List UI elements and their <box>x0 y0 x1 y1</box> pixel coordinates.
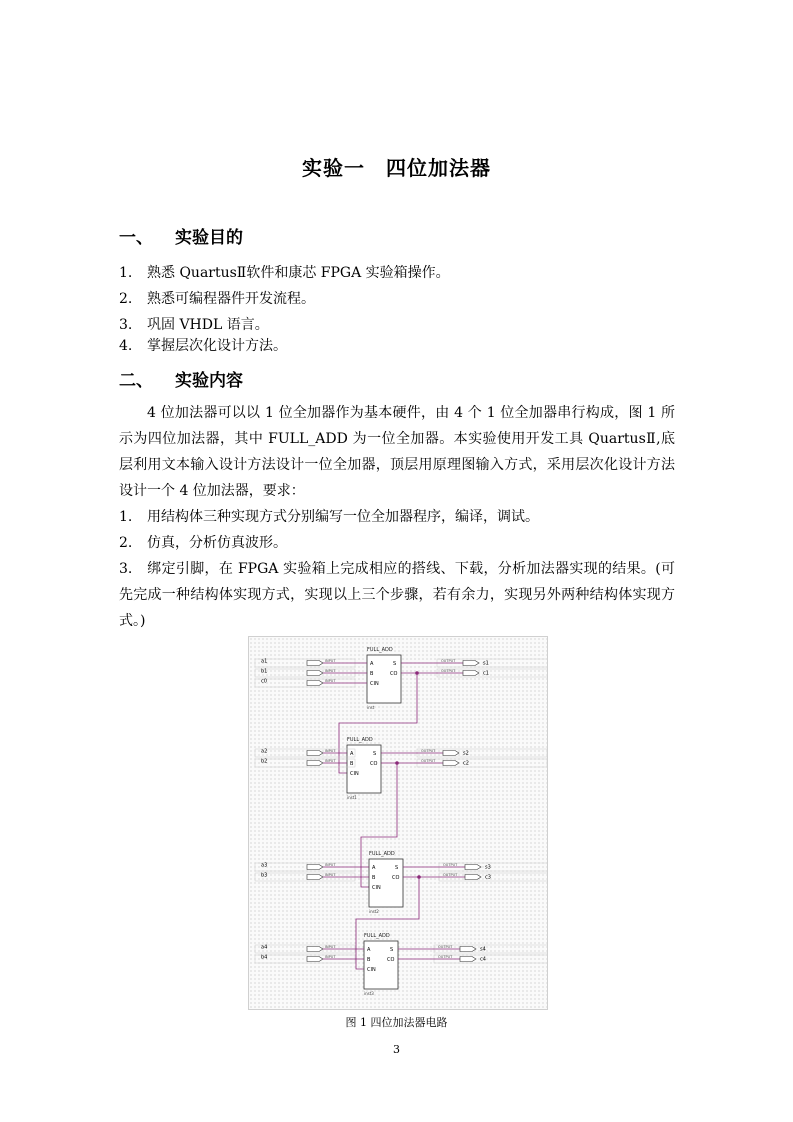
input-tag: INPUT <box>325 659 336 663</box>
port-a-label: A <box>372 865 376 871</box>
section-title: 实验目的 <box>175 228 243 248</box>
port-cin-label: CIN <box>367 967 376 973</box>
output-tag: OUTPUT <box>441 659 456 663</box>
list-text: 熟悉可编程器件开发流程。 <box>147 291 315 307</box>
output-pin-symbol <box>460 947 476 952</box>
output-pin-name: s2 <box>463 750 469 757</box>
section-heading-content <box>119 366 243 391</box>
list-text: 熟悉 QuartusⅡ软件和康芯 FPGA 实验箱操作。 <box>147 265 450 281</box>
output-pin-name: s4 <box>480 946 486 953</box>
input-pin-symbol <box>307 957 323 962</box>
list-number: 3. <box>119 317 133 333</box>
port-co-label: CO <box>392 875 400 881</box>
output-tag: OUTPUT <box>441 669 456 673</box>
list-item <box>119 335 287 355</box>
instance-label: inst <box>367 705 375 710</box>
port-s-label: S <box>393 661 397 667</box>
input-pin-name: b2 <box>261 758 268 765</box>
output-pin-symbol <box>465 875 481 880</box>
circuit-figure <box>248 636 548 1010</box>
output-pin-name: c4 <box>480 956 486 963</box>
list-number: 1. <box>119 509 133 525</box>
input-pin-name: b1 <box>261 668 268 675</box>
port-s-label: S <box>390 947 394 953</box>
section-number: 一、 <box>119 228 153 248</box>
instance-label: inst1 <box>347 795 357 800</box>
instance-label: inst2 <box>369 909 379 914</box>
block-name-label: FULL_ADD <box>367 647 393 653</box>
list-text: 掌握层次化设计方法。 <box>147 338 287 354</box>
input-pin-symbol <box>307 661 323 666</box>
port-co-label: CO <box>387 957 395 963</box>
input-pin-name: b4 <box>261 954 268 961</box>
list-item <box>119 314 269 334</box>
instance-label: inst3 <box>364 991 374 996</box>
port-s-label: S <box>395 865 399 871</box>
input-tag: INPUT <box>325 759 336 763</box>
block-name-label: FULL_ADD <box>347 737 373 743</box>
output-tag: OUTPUT <box>421 759 436 763</box>
circuit-diagram <box>249 637 547 1009</box>
list-item <box>119 504 675 530</box>
input-pin-name: b3 <box>261 872 268 879</box>
output-pin-symbol <box>463 671 479 676</box>
port-co-label: CO <box>370 761 378 767</box>
page-number: 3 <box>393 1043 400 1056</box>
input-pin-symbol <box>307 761 323 766</box>
block-name-label: FULL_ADD <box>364 933 390 939</box>
output-tag: OUTPUT <box>421 749 436 753</box>
port-a-label: A <box>370 661 374 667</box>
block-name-label: FULL_ADD <box>369 851 395 857</box>
input-tag: INPUT <box>325 945 336 949</box>
output-tag: OUTPUT <box>443 873 458 877</box>
input-tag: INPUT <box>325 679 336 683</box>
output-pin-name: s3 <box>485 864 491 871</box>
port-cin-label: CIN <box>350 771 359 777</box>
input-pin-name: a2 <box>261 748 268 755</box>
output-pin-name: c2 <box>463 760 469 767</box>
input-pin-name: a1 <box>261 658 268 665</box>
port-b-label: B <box>367 957 371 963</box>
output-tag: OUTPUT <box>438 945 453 949</box>
list-item <box>119 556 675 634</box>
list-text: 巩固 VHDL 语言。 <box>147 317 269 333</box>
content-paragraph: 4 位加法器可以以 1 位全加器作为基本硬件，由 4 个 1 位全加器串行构成，图 1 所示为四位加法器，其中 FULL_ADD 为一位全加器。本实验使用开发工具 QuartusⅡ,底层利用文本输入设计方法设计一位全加器，顶层用原理图输入方式，采用层次化设计方法设计一个 4 位加法器，要求： <box>119 405 675 499</box>
figure-caption: 图 1 四位加法器电路 <box>345 1016 448 1029</box>
list-number: 4. <box>119 338 133 354</box>
page-title: 实验一 四位加法器 <box>302 156 491 180</box>
input-pin-name: a4 <box>261 944 268 951</box>
input-tag: INPUT <box>325 669 336 673</box>
input-tag: INPUT <box>325 873 336 877</box>
list-text: 用结构体三种实现方式分别编写一位全加器程序，编译，调试。 <box>147 509 539 525</box>
list-item <box>119 288 315 308</box>
content-block <box>119 400 675 634</box>
list-number: 1. <box>119 265 133 281</box>
input-pin-symbol <box>307 681 323 686</box>
port-cin-label: CIN <box>372 885 381 891</box>
section-number: 二、 <box>119 371 153 391</box>
input-tag: INPUT <box>325 955 336 959</box>
output-tag: OUTPUT <box>443 863 458 867</box>
port-b-label: B <box>350 761 354 767</box>
output-pin-symbol <box>463 661 479 666</box>
input-tag: INPUT <box>325 863 336 867</box>
list-item <box>119 530 675 556</box>
output-pin-name: c3 <box>485 874 491 881</box>
list-text: 绑定引脚，在 FPGA 实验箱上完成相应的搭线、下载，分析加法器实现的结果。(可先完成一种结构体实现方式，实现以上三个步骤，若有余力，实现另外两种结构体实现方式。) <box>119 561 675 629</box>
port-a-label: A <box>350 751 354 757</box>
input-pin-symbol <box>307 751 323 756</box>
input-pin-name: a3 <box>261 862 268 869</box>
input-pin-symbol <box>307 875 323 880</box>
output-pin-symbol <box>465 865 481 870</box>
port-b-label: B <box>372 875 376 881</box>
input-pin-name: c0 <box>261 678 267 685</box>
output-pin-symbol <box>460 957 476 962</box>
port-a-label: A <box>367 947 371 953</box>
list-number: 2. <box>119 535 133 551</box>
input-pin-symbol <box>307 947 323 952</box>
port-b-label: B <box>370 671 374 677</box>
list-number: 3. <box>119 561 133 577</box>
input-tag: INPUT <box>325 749 336 753</box>
output-pin-name: c1 <box>483 670 489 677</box>
output-pin-symbol <box>443 761 459 766</box>
port-cin-label: CIN <box>370 681 379 687</box>
input-pin-symbol <box>307 865 323 870</box>
list-item <box>119 262 450 282</box>
port-s-label: S <box>373 751 377 757</box>
output-pin-symbol <box>443 751 459 756</box>
section-heading-objectives <box>119 223 243 248</box>
output-pin-name: s1 <box>483 660 489 667</box>
output-tag: OUTPUT <box>438 955 453 959</box>
port-co-label: CO <box>390 671 398 677</box>
list-number: 2. <box>119 291 133 307</box>
input-pin-symbol <box>307 671 323 676</box>
list-text: 仿真，分析仿真波形。 <box>147 535 287 551</box>
section-title: 实验内容 <box>175 371 243 391</box>
